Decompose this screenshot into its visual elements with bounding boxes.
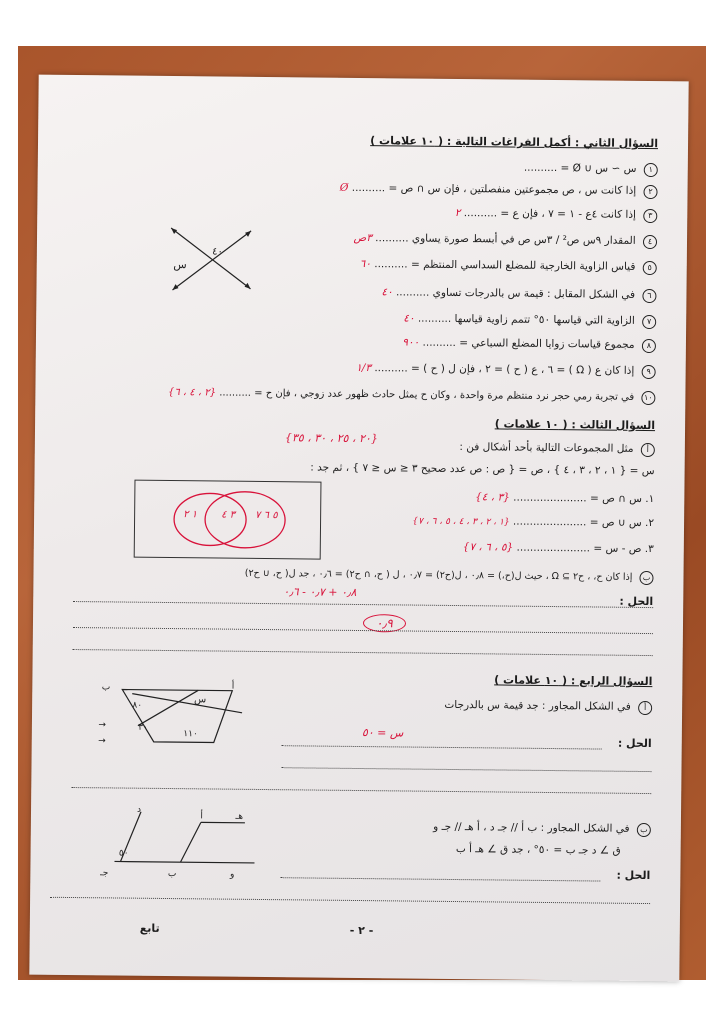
q3-b-answer-1: ٠٫٨ + ٠٫٧ - ٠٫٦ <box>283 585 357 599</box>
crossing-lines-figure <box>166 224 257 295</box>
point-label: أ <box>231 681 235 692</box>
q3-part-3: ٣. ص - س = ...................... {٥ ، ٦ ، ٧} <box>462 541 654 556</box>
q2-item-2: ٢ إذا كانت س ، ص مجموعتين منفصلتين ، فإن س ∩ ص = .......... Ø <box>77 179 657 199</box>
point-label: جـ <box>100 868 109 879</box>
dotted-line <box>73 601 653 608</box>
point-label: د <box>136 804 142 815</box>
q3-sets-line: س = { ١ ، ٢ ، ٣ ، ٤ } ، ص = { ص : ص عدد صحيح ٣ ≤ س ≤ ٧ } ، ثم جد : <box>310 461 655 478</box>
point-label: ب <box>101 682 111 693</box>
dotted-line <box>73 649 653 656</box>
q3-b-solution-label: الحل : <box>619 594 654 609</box>
page-number: - ٢ - <box>349 923 374 938</box>
venn-right-values: ٥ ٦ ٧ <box>255 509 278 522</box>
q4-a-answer: س = ٥٠ <box>361 726 404 740</box>
left-border <box>0 46 18 980</box>
q4-title: السؤال الرابع : ( ١٠ علامات ) <box>494 673 653 689</box>
angle-label: ٨٠ <box>132 700 143 711</box>
parallel-lines-figure <box>100 803 265 885</box>
q2-item-8: ٨ مجموع قياسات زوايا المضلع السباعي = .......... ٩٠٠ <box>76 333 656 353</box>
figure-label-angle: ٤٠ <box>212 246 223 258</box>
arrow-icon: → <box>98 720 106 731</box>
q2-item-7: ٧ الزاوية التي قياسها ٥٠° تتمم زاوية قياسها .......... ٤٠ <box>76 309 656 329</box>
q3-a-answer: {٢٠ ، ٢٥ ، ٣٠ ، ٣٥} <box>284 431 378 446</box>
q2-title: السؤال الثاني : أكمل الفراغات التالية : ( ١٠ علامات ) <box>370 134 659 151</box>
trapezoid-figure <box>98 681 243 752</box>
q3-b-answer-2: ٠٫٩ <box>363 614 406 632</box>
angle-label: ٥٠ <box>118 848 129 859</box>
point-label: و <box>229 869 235 880</box>
q4-b-prompt: ب في الشكل المجاور : ب أ // جـ د ، أ هـ // جـ و <box>71 817 651 837</box>
angle-label: ٣٠ <box>138 722 148 733</box>
q3-a-prompt: أ مثل المجموعات التالية بأحد أشكال فن : <box>75 437 655 457</box>
venn-left-values: ١ ٢ <box>183 509 198 521</box>
q3-b-prompt: ب إذا كان ح، ، ح٢ ⊇ Ω ، حيث ل(ح،) = ٠٫٨ ، ل(ح٢) = ٠٫٧ ، ل ( ح، ∩ ح٢) = ٠٫٦ ، جد ل( ح، ∪ ح٢) <box>73 565 653 585</box>
exam-page <box>29 75 688 982</box>
dotted-line <box>282 745 602 749</box>
q4-b-solution-label: الحل : <box>616 868 651 883</box>
q4-a-prompt: أ في الشكل المجاور : جد قيمة س بالدرجات <box>72 695 652 715</box>
q4-a-solution-label: الحل : <box>617 736 652 751</box>
q2-item-6: ٦ في الشكل المقابل : قيمة س بالدرجات تساوي .......... ٤٠ <box>76 283 656 303</box>
arrow-icon: → <box>98 736 106 747</box>
q2-item-3: ٣ إذا كانت ٤ع - ١ = ٧ ، فإن ع = .......... ٢ <box>77 203 657 223</box>
venn-mid-values: ٣ ٤ <box>221 509 236 521</box>
q3-part-1: ١. س ∩ ص = ...................... {٣ ، ٤} <box>475 491 655 506</box>
q3-title: السؤال الثالث : ( ١٠ علامات ) <box>494 417 656 433</box>
figure-label-x: س <box>173 258 187 272</box>
q2-item-1: ١ س ∼ س ∪ Ø = .......... <box>78 157 658 177</box>
venn-box <box>134 480 322 560</box>
continue-label: تابع <box>139 921 160 935</box>
right-border <box>706 46 724 980</box>
dotted-line <box>280 877 600 881</box>
point-label: هـ <box>235 811 244 822</box>
point-label: أ <box>200 811 204 822</box>
dotted-line <box>281 767 651 772</box>
dotted-line <box>73 627 653 634</box>
q2-item-9: ٩ إذا كان ع ( Ω ) = ٦ ، ع ( ح ) = ٢ ، فإن ل ( ح ) = .......... ١/٣ <box>76 359 656 379</box>
dotted-line <box>71 787 651 794</box>
q3-part-2: ٢. س ∪ ص = ...................... {١ ، ٢ ، ٣ ، ٤ ، ٥ ، ٦ ، ٧} <box>412 515 655 530</box>
q2-item-4: ٤ المقدار ٩س ص² / ٣س ص في أبسط صورة يساوي .......... ٣ص <box>77 229 657 249</box>
bottom-border <box>0 980 724 1024</box>
q2-item-10: ١٠ في تجربة رمي حجر نرد منتظم مرة واحدة ، وكان ح يمثل حادث ظهور عدد زوجي ، فإن ح = .......... {٢ ، ٤ ، ٦} <box>75 385 655 405</box>
q2-item-5: ٥ قياس الزاوية الخارجية للمضلع السداسي المنتظم = .......... ٦٠ <box>77 255 657 275</box>
angle-label-x: س <box>193 694 207 706</box>
angle-label: ١١٠ <box>183 729 198 740</box>
q4-b-given: ق ∠ د جـ ب = ٥٠° ، جد ق ∠ هـ أ ب <box>455 843 621 857</box>
point-label: ب <box>167 869 177 880</box>
top-border <box>0 0 724 46</box>
q2-answer-2: Ø <box>339 181 349 194</box>
dotted-line <box>50 897 650 904</box>
